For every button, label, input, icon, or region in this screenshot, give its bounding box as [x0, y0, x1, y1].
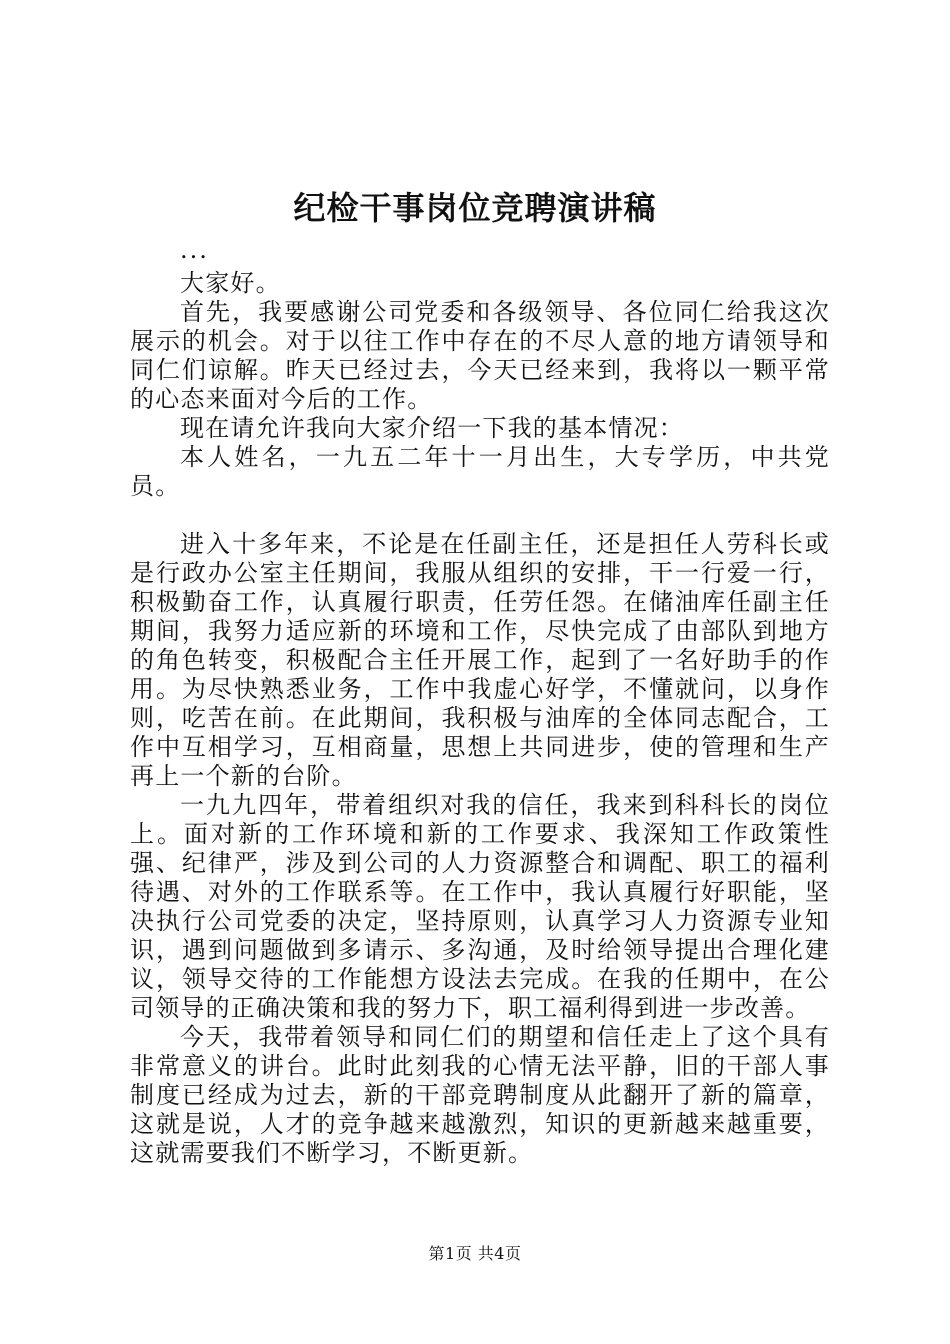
paragraph-1994: 一九九四年，带着组织对我的信任，我来到科科长的岗位上。面对新的工作环境和新的工作要求、我深知工作政策性强、纪律严，涉及到公司的人力资源整合和调配、职工的福利待遇、对外的工作联系等。在工作中，我认真履行好职能，坚决执行公司党委的决定，坚持原则，认真学习人力资源专业知识，遇到问题做到多请示、多沟通，及时给领导提出合理化建议，领导交待的工作能想方设法去完成。在我的任期中，在公司领导的正确决策和我的努力下，职工福利得到进一步改善。 — [130, 791, 830, 1022]
paragraph-thanks: 首先，我要感谢公司党委和各级领导、各位同仁给我这次展示的机会。对于以往工作中存在的不尽人意的地方请领导和同仁们谅解。昨天已经过去，今天已经来到，我将以一颗平常的心态来面对今后的工作。 — [130, 298, 830, 413]
document-title: 纪检干事岗位竞聘演讲稿 — [293, 189, 657, 227]
paragraph-intro: 现在请允许我向大家介绍一下我的基本情况： — [180, 414, 684, 442]
blank-line — [130, 501, 830, 530]
page-footer: 第1页 共4页 — [428, 1244, 522, 1263]
paragraph-basic-info: 本人姓名，一九五二年十一月出生，大专学历，中共党员。 — [130, 443, 830, 500]
document-body — [130, 236, 830, 1168]
paragraph-today: 今天，我带着领导和同仁们的期望和信任走上了这个具有非常意义的讲台。此时此刻我的心情无法平静，旧的干部人事制度已经成为过去，新的干部竞聘制度从此翻开了新的篇章，这就是说，人才的竞争越来越激烈，知识的更新越来越重要，这就需要我们不断学习，不断更新。 — [130, 1023, 830, 1167]
paragraph-greeting: 大家好。 — [180, 269, 281, 297]
ellipsis-marker: ... — [180, 236, 209, 264]
paragraph-work-history: 进入十多年来，不论是在任副主任，还是担任人劳科长或是行政办公室主任期间，我服从组织的安排，干一行爱一行，积极勤奋工作，认真履行职责，任劳任怨。在储油库任副主任期间，我努力适应新的环境和工作，尽快完成了由部队到地方的角色转变，积极配合主任开展工作，起到了一名好助手的作用。为尽快熟悉业务，工作中我虚心好学，不懂就问，以身作则，吃苦在前。在此期间，我积极与油库的全体同志配合，工作中互相学习，互相商量，思想上共同进步，使的管理和生产再上一个新的台阶。 — [130, 530, 830, 790]
